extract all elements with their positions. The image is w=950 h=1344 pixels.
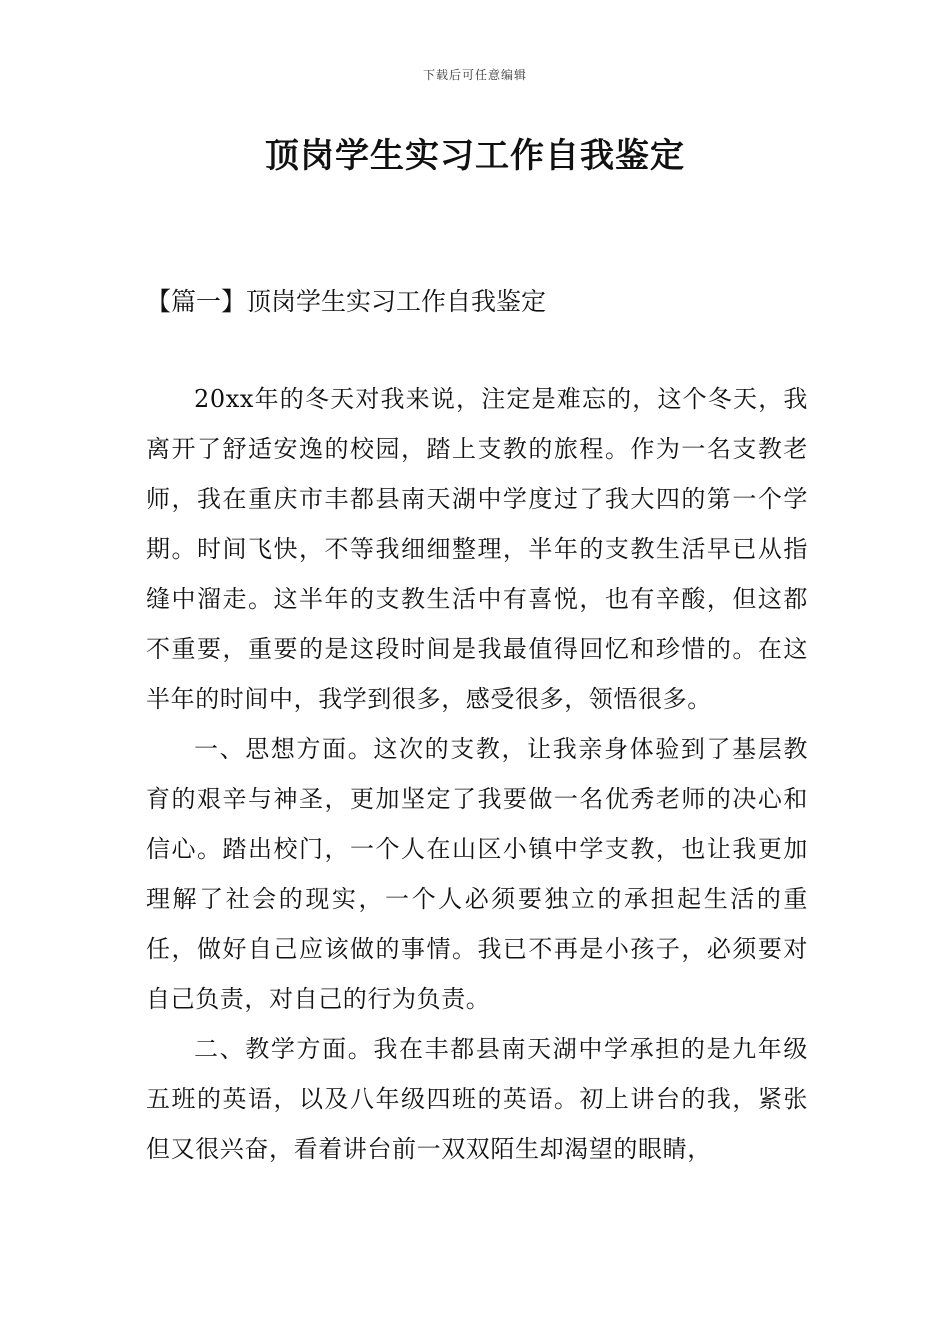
paragraph-thought: 一、思想方面。这次的支教，让我亲身体验到了基层教育的艰辛与神圣，更加坚定了我要做一名优秀老师的决心和信心。踏出校门，一个人在山区小镇中学支教，也让我更加理解了社会的现实，一个人必须要独立的承担起生活的重任，做好自己应该做的事情。我已不再是小孩子，必须要对自己负责，对自己的行为负责。 [146, 735, 808, 1013]
document-title: 顶岗学生实习工作自我鉴定 [265, 136, 685, 176]
header-note: 下载后可任意编辑 [422, 68, 527, 82]
paragraph-intro: 20xx年的冬天对我来说，注定是难忘的，这个冬天，我离开了舒适安逸的校园，踏上支教的旅程。作为一名支教老师，我在重庆市丰都县南天湖中学度过了我大四的第一个学期。时间飞快，不等我细细整理，半年的支教生活早已从指缝中溜走。这半年的支教生活中有喜悦，也有辛酸，但这都不重要，重要的是这段时间是我最值得回忆和珍惜的。在这半年的时间中，我学到很多，感受很多，领悟很多。 [146, 385, 808, 713]
document-body [146, 374, 808, 1174]
section-heading: 【篇一】顶岗学生实习工作自我鉴定 [146, 287, 547, 316]
paragraph-teaching: 二、教学方面。我在丰都县南天湖中学承担的是九年级五班的英语，以及八年级四班的英语。初上讲台的我，紧张但又很兴奋，看着讲台前一双双陌生却渴望的眼睛， [146, 1035, 808, 1163]
